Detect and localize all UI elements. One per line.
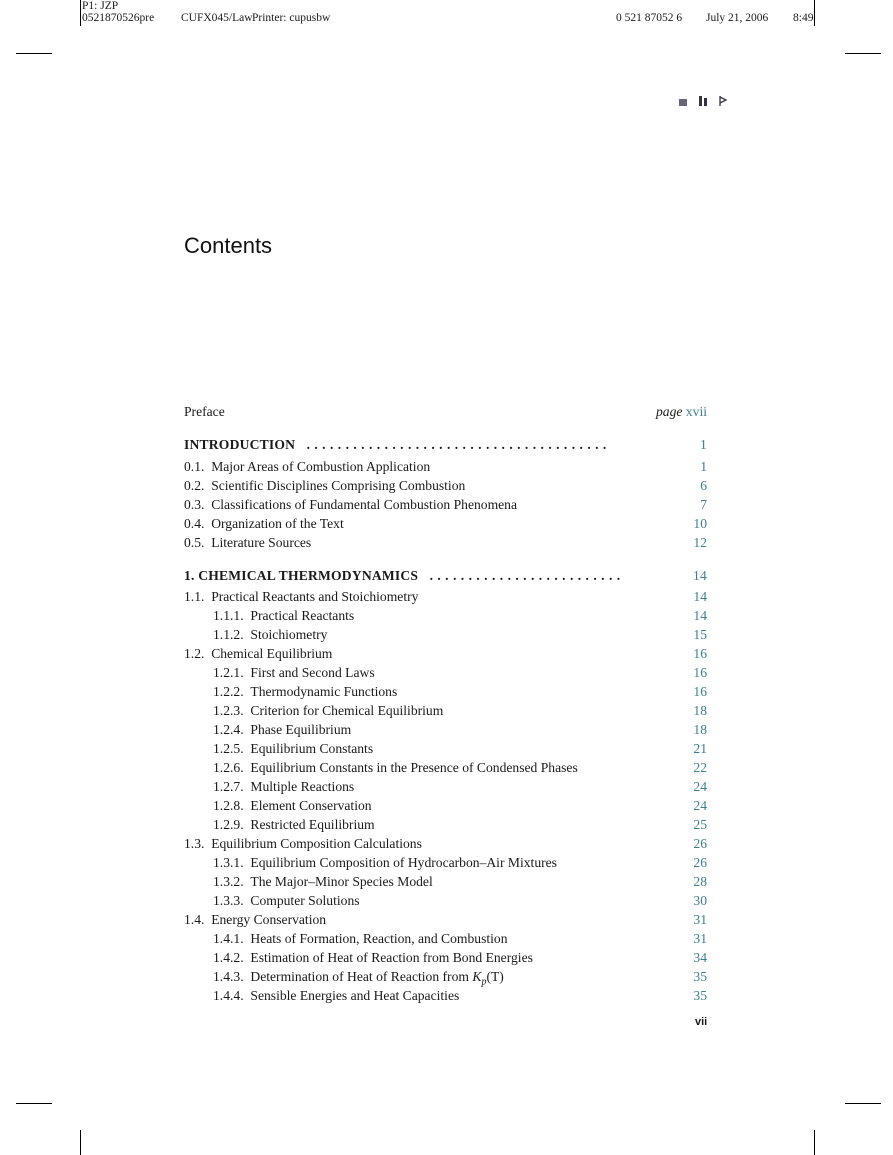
toc-entry[interactable] — [184, 910, 707, 929]
toc-page-number: 35 — [693, 969, 707, 984]
toc-page-number: 14 — [689, 566, 707, 585]
toc-entry-label: Computer Solutions — [250, 893, 360, 908]
toc-entry[interactable] — [184, 948, 707, 967]
toc-page-number: 22 — [693, 760, 707, 775]
toc-entry[interactable] — [184, 796, 707, 815]
toc-entry-label: Organization of the Text — [211, 516, 344, 531]
toc-page-number: 31 — [693, 931, 707, 946]
toc-entry[interactable] — [184, 495, 707, 514]
page-title: Contents — [184, 233, 273, 258]
toc-entry-number: 1.1. — [184, 589, 205, 604]
toc-page-number: 28 — [693, 874, 707, 889]
math-argument: (T) — [486, 969, 504, 984]
toc-label: Preface — [184, 404, 225, 419]
toc-entry-number: 1.3. — [184, 836, 205, 851]
toc-page-number: 16 — [693, 665, 707, 680]
toc-page-number: 16 — [693, 646, 707, 661]
toc-entry[interactable] — [184, 663, 707, 682]
toc-part-introduction[interactable] — [184, 435, 707, 454]
crop-mark — [16, 53, 52, 54]
toc-entry[interactable] — [184, 682, 707, 701]
toc-entry[interactable] — [184, 476, 707, 495]
toc-entry-label: Equilibrium Composition Calculations — [211, 836, 422, 851]
toc-entry[interactable] — [184, 834, 707, 853]
bars-icon — [698, 95, 708, 107]
toc-entry[interactable] — [184, 758, 707, 777]
toc-entry[interactable] — [184, 929, 707, 948]
toc-entry-label: Element Conservation — [250, 798, 372, 813]
crop-mark — [845, 1103, 881, 1104]
toc-entry-label: Phase Equilibrium — [250, 722, 352, 737]
toc-entry-label: Multiple Reactions — [250, 779, 355, 794]
printer-header-id: P1: JZP — [82, 0, 119, 12]
toc-entry-number: 1.2.3. — [213, 703, 244, 718]
page-word: page — [656, 404, 683, 419]
toc-entry-number: 1.2.9. — [213, 817, 244, 832]
toc-entry[interactable] — [184, 514, 707, 533]
toc-entry[interactable] — [184, 872, 707, 891]
toc-entry-label: Restricted Equilibrium — [250, 817, 375, 832]
toc-entry-label: Energy Conservation — [211, 912, 327, 927]
toc-part-title: INTRODUCTION — [184, 437, 296, 452]
page-folio: vii — [695, 1016, 708, 1028]
isbn: 0 521 87052 6 — [616, 12, 683, 24]
toc-entry-number: 1.2.8. — [213, 798, 244, 813]
toc-page-number: 26 — [693, 855, 707, 870]
toc-entry-number: 0.3. — [184, 497, 205, 512]
crop-mark — [814, 0, 815, 26]
toc-entry[interactable] — [184, 739, 707, 758]
math-subscript: p — [481, 976, 487, 988]
toc-page-number: 35 — [693, 988, 707, 1003]
toc-page-number: 24 — [693, 798, 707, 813]
print-date: July 21, 2006 — [706, 12, 769, 24]
toc-entry-number: 0.5. — [184, 535, 205, 550]
toc-entry-label: Chemical Equilibrium — [211, 646, 333, 661]
toc-entry-number: 1.4.1. — [213, 931, 244, 946]
toc-page-number: 7 — [700, 497, 707, 512]
toc-entry-number: 1.2.4. — [213, 722, 244, 737]
toc-page-number: 1 — [700, 459, 707, 474]
toc-page-number: 14 — [693, 608, 707, 623]
toc-page-number: 10 — [693, 516, 707, 531]
toc-entry[interactable] — [184, 720, 707, 739]
toc-page-number: 14 — [693, 589, 707, 604]
crop-mark — [845, 53, 881, 54]
toc-entry-label: Stoichiometry — [250, 627, 328, 642]
toc-entry-number: 1.4.4. — [213, 988, 244, 1003]
toc-page-number: 1 — [696, 435, 707, 454]
toc-entry[interactable] — [184, 587, 707, 606]
dot-leader: ....................................... — [298, 437, 611, 452]
toc-page-number: 25 — [693, 817, 707, 832]
toc-entry-label: Heats of Formation, Reaction, and Combustion — [250, 931, 508, 946]
toc-page-number: xvii — [685, 404, 707, 419]
toc-entry-label: Practical Reactants — [250, 608, 355, 623]
toc-page-number: 30 — [693, 893, 707, 908]
toc-entry[interactable] — [184, 815, 707, 834]
toc-page-number: 18 — [693, 703, 707, 718]
toc-entry-number: 1.1.2. — [213, 627, 244, 642]
toc-preface[interactable] — [184, 402, 707, 421]
toc-entry[interactable] — [184, 891, 707, 910]
toc-entry-number: 1.3.1. — [213, 855, 244, 870]
toc-entry-number: 0.1. — [184, 459, 205, 474]
toc-entry-label: Practical Reactants and Stoichiometry — [211, 589, 419, 604]
toc-chapter-1[interactable] — [184, 566, 707, 585]
toc-entry[interactable] — [184, 644, 707, 663]
toc-entry-number: 1.2. — [184, 646, 205, 661]
toc-page-number: 12 — [693, 535, 707, 550]
toc-entry[interactable] — [184, 701, 707, 720]
publisher-marks — [678, 95, 728, 107]
toc-entry-number: 1.4.3. — [213, 969, 244, 984]
toc-entry-label: Criterion for Chemical Equilibrium — [250, 703, 444, 718]
toc-entry[interactable] — [184, 986, 707, 1005]
toc-entry-label: Sensible Energies and Heat Capacities — [250, 988, 460, 1003]
toc-entry-label: The Major–Minor Species Model — [250, 874, 433, 889]
toc-entry-label: Classifications of Fundamental Combustion Phenomena — [211, 497, 518, 512]
toc-page-number: 26 — [693, 836, 707, 851]
crop-mark — [16, 1103, 52, 1104]
crop-mark — [80, 0, 81, 26]
series-code: CUFX045/Law — [181, 12, 253, 24]
toc-entry-label: Equilibrium Composition of Hydrocarbon–Air Mixtures — [250, 855, 557, 870]
toc-entry-number: 1.3.2. — [213, 874, 244, 889]
toc-entry[interactable] — [184, 967, 707, 986]
file-id: 0521870526pre — [82, 12, 155, 24]
toc-entry[interactable] — [184, 606, 707, 625]
toc-entry[interactable] — [184, 533, 707, 552]
toc-entry[interactable] — [184, 457, 707, 476]
toc-entry-label: Equilibrium Constants — [250, 741, 374, 756]
toc-entry[interactable] — [184, 777, 707, 796]
toc-page-number: 15 — [693, 627, 707, 642]
toc-entry-number: 0.2. — [184, 478, 205, 493]
flag-icon — [718, 95, 728, 107]
toc-entry-label: Determination of Heat of Reaction from — [250, 969, 469, 984]
box-icon — [678, 97, 688, 107]
toc-entry-number: 1.2.7. — [213, 779, 244, 794]
toc-entry-number: 1.4.2. — [213, 950, 244, 965]
toc-entry-number: 1.2.1. — [213, 665, 244, 680]
crop-mark — [80, 1130, 81, 1155]
toc-part-title: 1. CHEMICAL THERMODYNAMICS — [184, 568, 419, 583]
toc-page-number: 24 — [693, 779, 707, 794]
dot-leader: ......................... — [421, 568, 625, 583]
toc-entry-label: Major Areas of Combustion Application — [211, 459, 431, 474]
toc-entry-number: 1.1.1. — [213, 608, 244, 623]
crop-mark — [814, 1130, 815, 1155]
toc-entry-label: First and Second Laws — [250, 665, 375, 680]
toc-page-number: 21 — [693, 741, 707, 756]
toc-entry[interactable] — [184, 853, 707, 872]
toc-entry-label: Literature Sources — [211, 535, 312, 550]
toc-entry-label: Equilibrium Constants in the Presence of Condensed Phases — [250, 760, 578, 775]
toc-entry-number: 1.2.5. — [213, 741, 244, 756]
toc-page-number: 18 — [693, 722, 707, 737]
toc-entry-number: 1.4. — [184, 912, 205, 927]
toc-entry-number: 1.2.6. — [213, 760, 244, 775]
printer-name: Printer: cupusbw — [252, 12, 331, 24]
toc-entry[interactable] — [184, 625, 707, 644]
toc-page-number: 34 — [693, 950, 707, 965]
toc-entry-number: 1.2.2. — [213, 684, 244, 699]
toc-page-number: 6 — [700, 478, 707, 493]
toc-entry-label: Thermodynamic Functions — [250, 684, 398, 699]
toc-entry-number: 1.3.3. — [213, 893, 244, 908]
toc-page-number: 16 — [693, 684, 707, 699]
toc-entry-label: Estimation of Heat of Reaction from Bond Energies — [250, 950, 533, 965]
math-symbol: K — [472, 969, 482, 984]
print-time: 8:49 — [793, 12, 814, 24]
toc-entry-label: Scientific Disciplines Comprising Combustion — [211, 478, 466, 493]
toc-entry-number: 0.4. — [184, 516, 205, 531]
toc-page-number: 31 — [693, 912, 707, 927]
